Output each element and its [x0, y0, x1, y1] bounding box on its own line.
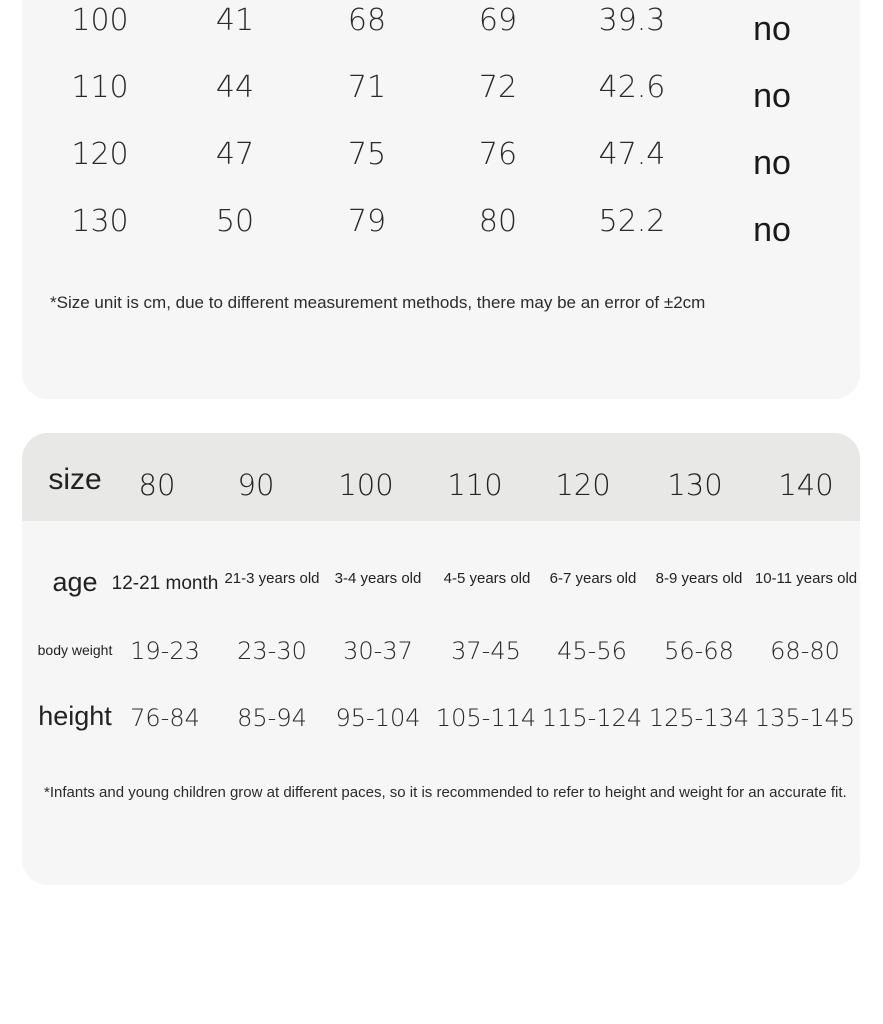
measurement-cell: 79 — [347, 204, 387, 239]
measurement-cell: no — [753, 77, 791, 115]
weight-cell: 23-30 — [237, 637, 307, 665]
height-cell: 76-84 — [130, 704, 200, 732]
measurement-cell: 39.3 — [598, 3, 666, 38]
height-label: height — [38, 701, 112, 731]
measurement-cell: 50 — [215, 204, 255, 239]
size-cell: 120 — [555, 468, 611, 502]
body-weight-label: body weight — [37, 642, 113, 658]
size-cell: 80 — [138, 468, 176, 502]
measurement-cell: 44 — [215, 70, 255, 105]
age-cell: 10-11 years old — [754, 570, 858, 587]
measurement-row — [22, 0, 860, 51]
size-cell: 130 — [667, 468, 723, 502]
measurement-cell: 47.4 — [598, 137, 666, 172]
age-label: age — [52, 567, 98, 597]
measurement-cell: 41 — [215, 3, 255, 38]
measurement-cell: 71 — [347, 70, 387, 105]
age-cell: 8-9 years old — [655, 570, 743, 587]
measurement-row — [22, 125, 860, 185]
age-cell: 21-3 years old — [224, 570, 320, 587]
weight-cell: 56-68 — [664, 637, 734, 665]
age-cell: 12-21 month — [111, 573, 219, 594]
measurement-row — [22, 192, 860, 252]
height-cell: 105-114 — [435, 704, 537, 732]
measurement-cell: 42.6 — [598, 70, 666, 105]
height-cell: 115-124 — [541, 704, 643, 732]
age-cell: 3-4 years old — [334, 570, 422, 587]
age-cell: 6-7 years old — [549, 570, 637, 587]
measurement-cell: no — [753, 211, 791, 249]
weight-cell: 30-37 — [343, 637, 413, 665]
measurement-cell: 100 — [71, 3, 129, 38]
measurement-cell: 47 — [215, 137, 255, 172]
fit-note: *Infants and young children grow at different paces, so it is recommended to refer to height and weight for an accurate fit. — [44, 784, 847, 801]
height-cell: 85-94 — [237, 704, 307, 732]
measurement-note: *Size unit is cm, due to different measurement methods, there may be an error of ±2cm — [50, 293, 706, 312]
weight-cell: 45-56 — [557, 637, 627, 665]
measurement-cell: 72 — [478, 70, 518, 105]
measurement-cell: 130 — [71, 204, 129, 239]
measurement-cell: no — [753, 10, 791, 48]
weight-cell: 68-80 — [770, 637, 840, 665]
measurement-cell: 120 — [71, 137, 129, 172]
measurement-row — [22, 58, 860, 118]
size-cell: 110 — [447, 468, 503, 502]
size-header-row — [22, 433, 860, 521]
weight-cell: 37-45 — [451, 637, 521, 665]
measurement-table-card — [22, 0, 860, 399]
measurement-cell: 76 — [478, 137, 518, 172]
measurement-cell: 69 — [478, 3, 518, 38]
height-cell: 125-134 — [648, 704, 750, 732]
measurement-cell: 68 — [347, 3, 387, 38]
measurement-cell: no — [753, 144, 791, 182]
height-cell: 135-145 — [754, 704, 856, 732]
size-cell: 100 — [338, 468, 394, 502]
size-cell: 90 — [237, 468, 275, 502]
weight-cell: 19-23 — [130, 637, 200, 665]
measurement-cell: 110 — [71, 70, 129, 105]
size-cell: 140 — [778, 468, 834, 502]
measurement-cell: 80 — [478, 204, 518, 239]
measurement-cell: 75 — [347, 137, 387, 172]
size-chart-card — [22, 433, 860, 885]
size-label: size — [48, 463, 102, 496]
age-cell: 4-5 years old — [443, 570, 531, 587]
height-cell: 95-104 — [335, 704, 421, 732]
measurement-cell: 52.2 — [598, 204, 666, 239]
